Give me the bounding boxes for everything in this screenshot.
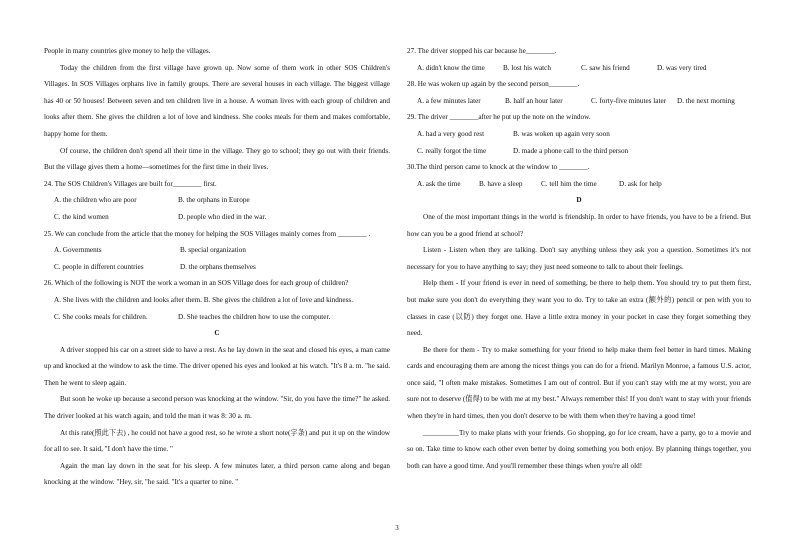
option-c[interactable]: C. forty-five minutes later [591, 96, 667, 105]
right-column [407, 43, 751, 474]
option-d[interactable]: D. the next morning [677, 96, 735, 105]
option-b[interactable]: B. lost his watch [503, 63, 551, 72]
question-25-options-row [44, 242, 390, 259]
option-d[interactable]: D. made a phone call to the third person [513, 146, 629, 155]
option-a-b[interactable]: A. She lives with the children and looks after them. B. She gives the children a lot of love and kindness. [54, 295, 354, 304]
passage-d-paragraph: __________Try to make plans with your friends. Go shopping, go for ice cream, have a party, go to a movie and so on. Take time to know each other even better by doing something you both enjoy. By planning things together, you both can have a good time. And you'll remember these things when you're all old! [407, 428, 751, 470]
question-26-options-row [44, 292, 390, 309]
question-29-options-row [407, 126, 751, 143]
option-d[interactable]: D. the orphans themselves [180, 262, 256, 271]
passage-c-paragraph: Again the man lay down in the seat for his sleep. A few minutes later, a third person came along and began knocking at the window. "Hey, sir, "he said. "It's a quarter to nine. " [44, 461, 390, 487]
option-b[interactable]: B. was woken up again very soon [513, 129, 610, 138]
option-d[interactable]: D. She teaches the children how to use the computer. [178, 312, 331, 321]
option-b[interactable]: B. the orphans in Europe [178, 196, 250, 205]
question-28-stem: 28. He was woken up again by the second person________. [407, 80, 580, 89]
option-c[interactable]: C. people in different countries [54, 262, 144, 271]
passage-d-paragraph: Listen - Listen when they are talking. Don't say anything unless they ask you a question. Sometimes it's not necessary for you to have anything to say; they just need someone to talk to about their feelings. [407, 246, 751, 271]
option-a[interactable]: A. Governments [54, 246, 102, 255]
option-d[interactable]: D. ask for help [619, 179, 662, 188]
option-b[interactable]: B. half an hour later [505, 96, 563, 105]
question-27-options-row [407, 60, 751, 77]
section-heading-d: D [576, 196, 582, 205]
question-24-options-row [44, 192, 390, 209]
passage-c-paragraph: At this rate(照此下去) , he could not have a good rest, so he wrote a short note(字条) and put it up on the window for all to see. It said, "I don't have the time. " [44, 428, 390, 454]
passage-b-paragraph: Of course, the children don't spend all their time in the village. They go to school; they go out with their friends. But the village gives them a home—sometimes for the first time in their lives. [44, 146, 390, 172]
question-28-options-row [407, 93, 751, 110]
page-number: 3 [395, 524, 399, 532]
option-c[interactable]: C. saw his friend [581, 63, 630, 72]
passage-b-paragraph: Today the children from the first village have grown up. Now some of them work in other SOS Children's Villages. In SOS Villages orphans live in family groups. There are several houses in each village. The biggest village has 40 or 50 houses! Between seven and ten children live in a house. A woman lives with each group of children and looks after them. She gives the children a lot of love and kindness. She cooks meals for them and makes comfortable, happy home for them. [44, 63, 390, 138]
question-29-stem: 29. The driver ________after he put up the note on the window. [407, 113, 591, 122]
question-30-options-row [407, 176, 751, 193]
question-24-options-row [44, 209, 390, 226]
option-a[interactable]: A. a few minutes later [417, 96, 481, 105]
passage-c-paragraph: But soon he woke up because a second person was knocking at the window. "Sir, do you have the time?" he asked. The driver looked at his watch again, and told the man it was 8: 30 a. m. [44, 395, 390, 421]
section-heading-c: C [214, 329, 220, 338]
passage-d-paragraph: Be there for them - Try to make something for your friend to help make them feel better in hard times. Making cards and encouraging them are among the nicest things you can do for a friend. Marilyn Monroe, a famous U.S. actor, once said, "I often make mistakes. Sometimes I am out of control. But if you can't stay with me at my worst, you are sure not to deserve (值得) to be with me at my best." Always remember this! If you don't want to stay with your friends when they're in hard times, then you don't deserve to be with them when they're having a good time! [407, 345, 751, 421]
option-c[interactable]: C. tell him the time [541, 179, 597, 188]
option-c[interactable]: C. the kind women [54, 212, 109, 221]
option-c[interactable]: C. really forgot the time [417, 146, 487, 155]
question-25-stem: 25. We can conclude from the article that the money for helping the SOS Villages mainly comes from ________ . [44, 229, 371, 238]
option-d[interactable]: D. was very tired [657, 63, 707, 72]
question-26-stem: 26. Which of the following is NOT the work a woman in an SOS Village does for each group of children? [44, 279, 349, 288]
question-25-options-row [44, 259, 390, 276]
option-c[interactable]: C. She cooks meals for children. [54, 312, 148, 321]
option-b[interactable]: B. special organization [180, 246, 246, 255]
option-b[interactable]: B. have a sleep [479, 179, 523, 188]
passage-b-tail: People in many countries give money to help the villages. [44, 47, 211, 55]
option-a[interactable]: A. the children who are poor [54, 196, 137, 205]
passage-d-paragraph: One of the most important things in the world is friendship. In order to have friends, you have to be a friend. But how can you be a good friend at school? [407, 212, 751, 238]
question-29-options-row [407, 143, 751, 160]
option-a[interactable]: A. didn't know the time [417, 63, 485, 72]
question-27-stem: 27. The driver stopped his car because he________. [407, 47, 557, 55]
question-26-options-row [44, 309, 390, 326]
passage-d-paragraph: Help them - If your friend is ever in need of something, be there to help them. You should try to put them first, but make sure you don't do everything they want you to do. Try to take an extra (额外的) pencil or pen with you to classes in case (以防) they forget one. Have a little extra money in your pocket in case they forget something they need. [407, 279, 751, 338]
option-a[interactable]: A. had a very good rest [417, 129, 485, 138]
option-a[interactable]: A. ask the time [417, 179, 461, 188]
left-column [44, 43, 390, 491]
question-30-stem: 30.The third person came to knock at the window to ________. [407, 163, 590, 172]
passage-c-paragraph: A driver stopped his car on a street side to have a rest. As he lay down in the seat and closed his eyes, a man came up and knocked at the window to ask the time. The driver opened his eyes and looked at his watch. "It's 8 a. m. "he said. Then he went to sleep again. [44, 345, 390, 387]
option-d[interactable]: D. people who died in the war. [178, 212, 267, 221]
question-24-stem: 24. The SOS Children's Villages are built for________ first. [44, 179, 217, 188]
